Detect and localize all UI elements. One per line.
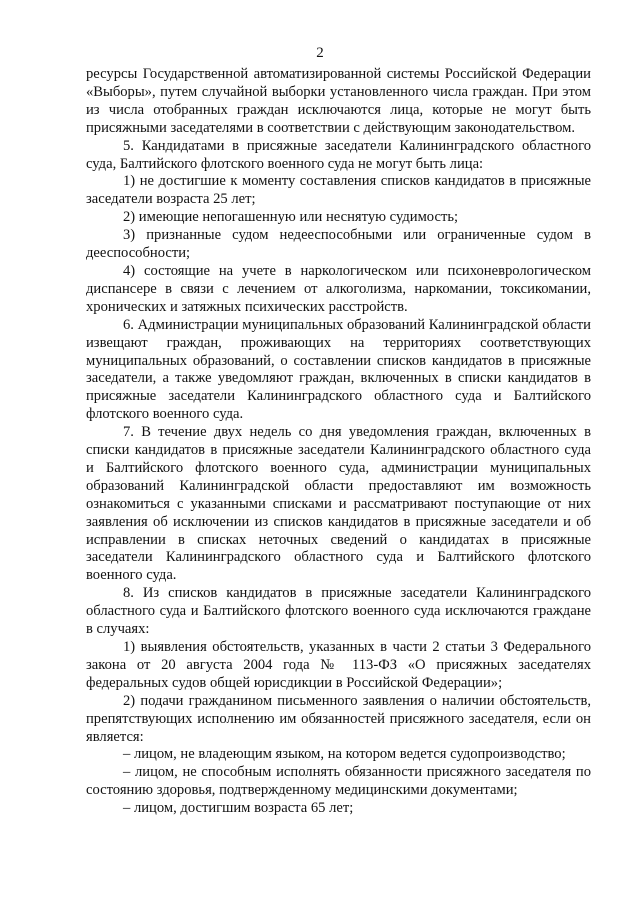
- list-item-5-4: 4) состоящие на учете в наркологическом или психоневрологическом диспансере в связи с лечением от алкоголизма, наркомании, токсикомании, хронических и затяжных психических расстройств.: [86, 262, 591, 315]
- paragraph-clause-7: 7. В течение двух недель со дня уведомления граждан, включенных в списки кандидатов в присяжные заседатели Калининградского областного суда и Балтийского флотского военного суда, администрации муниципальных образований Калининградской области предоставляют им возможность ознакомиться с указанными списками и рассматривают поступающие от них заявления об исключении из списков кандидатов в присяжные заседатели и об исправлении в списках неточных сведений о кандидатах в присяжные заседатели Калининградского областного суда и Балтийского флотского военного суда.: [86, 424, 591, 584]
- document-body: [86, 66, 591, 818]
- dash-item-age: – лицом, достигшим возраста 65 лет;: [123, 800, 354, 817]
- list-item-5-3: 3) признанные судом недееспособными или ограниченные судом в дееспособности;: [86, 227, 591, 262]
- list-item-5-2: 2) имеющие непогашенную или неснятую судимость;: [123, 209, 459, 226]
- dash-item-language: – лицом, не владеющим языком, на котором ведется судопроизводство;: [123, 746, 566, 763]
- paragraph-continuation: ресурсы Государственной автоматизированной системы Российской Федерации «Выборы», путем случайной выборки установленного числа граждан. При этом из числа отобранных граждан исключаются лица, которые не могут быть присяжными заседателями в соответствии с действующим законодательством.: [86, 66, 591, 136]
- paragraph-clause-8: 8. Из списков кандидатов в присяжные заседатели Калининградского областного суда и Балтийского флотского военного суда исключаются граждане в случаях:: [86, 585, 591, 638]
- list-item-5-1: 1) не достигшие к моменту составления списков кандидатов в присяжные заседатели возраста 25 лет;: [86, 173, 591, 208]
- page-number: 2: [316, 45, 324, 61]
- paragraph-clause-5: 5. Кандидатами в присяжные заседатели Калининградского областного суда, Балтийского флотского военного суда не могут быть лица:: [86, 137, 591, 172]
- dash-item-health: – лицом, не способным исполнять обязанности присяжного заседателя по состоянию здоровья, подтвержденному медицинскими документами;: [86, 764, 591, 799]
- list-item-8-1: 1) выявления обстоятельств, указанных в части 2 статьи 3 Федерального закона от 20 августа 2004 года № 113-ФЗ «О присяжных заседателях федеральных судов общей юрисдикции в Российской Федерации»;: [86, 639, 591, 691]
- paragraph-clause-6: 6. Администрации муниципальных образований Калининградской области извещают граждан, проживающих на территориях соответствующих муниципальных образований, о составлении списков кандидатов в присяжные заседатели, а также уведомляют граждан, включенных в списки кандидатов в присяжные заседатели Калининградского областного суда и Балтийского флотского военного суда.: [86, 316, 591, 423]
- list-item-8-2: 2) подачи гражданином письменного заявления о наличии обстоятельств, препятствующих исполнению им обязанностей присяжного заседателя, если он является:: [86, 692, 591, 745]
